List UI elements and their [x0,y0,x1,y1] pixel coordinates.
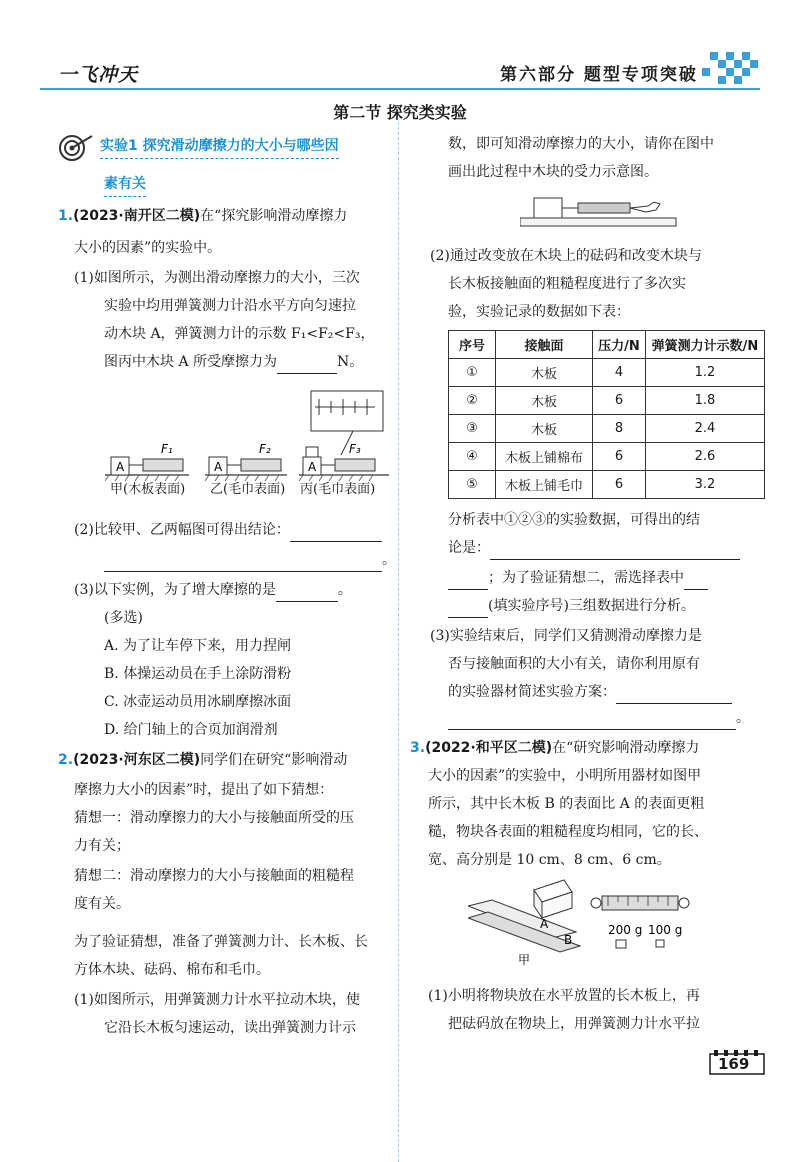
q2-part1-right-cont2: 画出此过程中木块的受力示意图。 [448,164,658,180]
q2-part1-right-cont: 数，即可知滑动摩擦力的大小，请你在图中 [448,136,714,152]
q2-part3: (3)实验结束后，同学们又猜测滑动摩擦力是 [430,628,702,644]
figure-label-jia: 甲 [518,953,531,966]
preparation: 为了验证猜想，准备了弹簧测力计、长木板、长 [74,934,368,950]
table-cell: 2.6 [646,443,765,471]
question-3-l3: 所示，其中长木板 B 的表面比 A 的表面更粗 [428,796,705,812]
block-label: A [308,460,317,474]
analysis-line3: ；为了验证猜想二，需选择表中 [448,566,708,590]
table-header: 压力/N [593,331,646,359]
board-label-a: A [540,917,549,931]
question-1-intro: 1.(2023·南开区二模)在“探究影响滑动摩擦力 [58,208,348,224]
hand-icon [630,202,660,212]
answer-blank[interactable] [448,573,488,590]
table-cell: 木板 [496,359,593,387]
answer-blank[interactable] [684,573,708,590]
question-3-l2: 大小的因素”的实验中，小明所用器材如图甲 [428,768,702,784]
force-label-f2: F₂ [259,442,271,456]
scale-reading-inset [311,391,383,431]
spring-scale [602,896,678,910]
table-cell: 4 [593,359,646,387]
q2-part3-cont2: 的实验器材简述实验方案： [448,680,732,704]
preparation-cont: 方体木块、砝码、棉布和毛巾。 [74,962,270,978]
q1-part1-line2: 实验中均用弹簧测力计沿水平方向匀速拉 [104,298,356,314]
q1-part2: (2)比较甲、乙两幅图可得出结论： [74,518,382,542]
hypothesis-1-cont: 力有关； [74,838,130,854]
q3-part1: (1)小明将物块放在水平放置的长木板上，再 [428,988,700,1004]
block-on-board-figure [520,192,680,234]
table-header: 序号 [449,331,496,359]
question-3-l5: 宽、高分别是 10 cm、8 cm、6 cm。 [428,852,671,868]
table-cell: 2.4 [646,415,765,443]
q2-part1-cont: 它沿长木板匀速运动，读出弹簧测力计示 [104,1020,356,1036]
q1-part3-note: (多选) [104,610,143,626]
hypothesis-1: 猜想一：滑动摩擦力的大小与接触面所受的压 [74,810,354,826]
hypothesis-2: 猜想二：滑动摩擦力的大小与接触面的粗糙程 [74,868,354,884]
q2-part2: (2)通过改变放在木块上的砝码和改变木块与 [430,248,702,264]
q3-part1-cont: 把砝码放在物块上，用弹簧测力计水平拉 [448,1016,700,1032]
header-rule [40,88,760,90]
table-cell: ① [449,359,496,387]
question-2-intro: 2.(2023·河东区二模)同学们在研究“影响滑动 [58,752,348,768]
data-table-wrapper [448,330,765,499]
table-cell: 木板上铺棉布 [496,443,593,471]
spring-scale-jia [143,459,183,471]
answer-blank[interactable] [276,585,338,602]
force-label-f1: F₁ [161,442,173,456]
answer-blank[interactable] [290,525,382,542]
q1-part3: (3)以下实例，为了增大摩擦的是 。 [74,578,352,602]
q2-part3-cont: 否与接触面积的大小有关，请你利用原有 [448,656,700,672]
block-label: A [116,460,125,474]
q2-part3-cont3: 。 [448,706,750,730]
table-cell: 1.2 [646,359,765,387]
question-3-l4: 糙，物块各表面的粗糙程度均相同，它的长、 [428,824,708,840]
column-divider [398,122,399,1162]
answer-blank[interactable] [448,713,736,730]
figure-caption-bing: 丙(毛巾表面) [300,482,376,497]
q2-part2-cont2: 验，实验记录的数据如下表： [448,304,630,320]
q2-part1: (1)如图所示，用弹簧测力计水平拉动木块，使 [74,992,360,1008]
page-number-badge [708,1050,768,1076]
table-cell: ③ [449,415,496,443]
page-number: 169 [718,1055,750,1073]
table-row [449,359,765,387]
option-d: D. 给门轴上的合页加润滑剂 [104,722,278,738]
option-b: B. 体操运动员在手上涂防滑粉 [104,666,292,682]
target-icon [58,132,96,164]
experiment-heading-cont: 素有关 [104,172,146,197]
long-board [520,218,676,226]
spring-scale-bing [335,459,375,471]
q2-part2-cont: 长木板接触面的粗糙程度进行了多次实 [448,276,686,292]
q1-part1-line4: 图丙中木块 A 所受摩擦力为 N。 [104,350,363,374]
answer-blank[interactable] [616,687,732,704]
table-row [449,443,765,471]
question-1-intro-cont: 大小的因素”的实验中。 [74,240,222,256]
section-title: 第二节 探究类实验 [333,103,467,122]
table-cell: 6 [593,471,646,499]
force-label-f3: F₃ [349,442,361,456]
table-row [449,471,765,499]
table-header: 弹簧测力计示数/N [646,331,765,359]
question-2-intro-cont: 摩擦力大小的因素”时，提出了如下猜想： [74,782,334,798]
weight-100g [656,940,664,947]
analysis-line4: (填实验序号)三组数据进行分析。 [448,594,695,618]
answer-blank[interactable] [448,601,488,618]
question-3-intro: 3.(2022·和平区二模)在“研究影响滑动摩擦力 [410,740,700,756]
answer-blank[interactable] [104,555,382,572]
table-cell: 6 [593,387,646,415]
table-header-row [449,331,765,359]
table-cell: 木板 [496,415,593,443]
table-cell: 8 [593,415,646,443]
weight-label-200g: 200 g [608,923,643,937]
table-row [449,415,765,443]
wood-block [534,198,562,218]
experiment-heading: 实验1 探究滑动摩擦力的大小与哪些因 [100,134,339,159]
answer-blank[interactable] [277,357,337,374]
weight-200g [616,940,626,948]
table-cell: ② [449,387,496,415]
figure-caption-jia: 甲(木板表面) [110,482,186,497]
spring-scale [578,203,630,213]
table-cell: 木板上铺毛巾 [496,471,593,499]
analysis-line1: 分析表中①②③的实验数据，可得出的结 [448,512,700,528]
table-cell: 6 [593,443,646,471]
data-table [448,330,765,499]
table-cell: 3.2 [646,471,765,499]
brand-logo: 一飞冲天 [58,64,139,86]
weight-bing [306,447,318,457]
part-title: 第六部分 题型专项突破 [500,65,698,85]
table-cell: ⑤ [449,471,496,499]
q1-part2-cont: 。 [104,548,396,572]
weight-label-100g: 100 g [648,923,683,937]
table-row [449,387,765,415]
block-label: A [214,460,223,474]
figure-caption-yi: 乙(毛巾表面) [210,482,286,497]
checker-decoration-icon [690,48,760,86]
q1-part1-line1: (1)如图所示，为测出滑动摩擦力的大小，三次 [74,270,360,286]
answer-blank[interactable] [490,543,740,560]
q1-part1-line3: 动木块 A，弹簧测力计的示数 F₁<F₂<F₃， [104,326,375,342]
spring-scale-yi [241,459,281,471]
option-a: A. 为了让车停下来，用力捏闸 [104,638,292,654]
analysis-line2: 论是： [448,536,740,560]
table-cell: ④ [449,443,496,471]
equipment-figure-jia [468,876,708,966]
option-c: C. 冰壶运动员用冰刷摩擦冰面 [104,694,292,710]
table-header: 接触面 [496,331,593,359]
table-cell: 1.8 [646,387,765,415]
board-label-b: B [564,933,573,947]
table-cell: 木板 [496,387,593,415]
hypothesis-2-cont: 度有关。 [74,896,130,912]
